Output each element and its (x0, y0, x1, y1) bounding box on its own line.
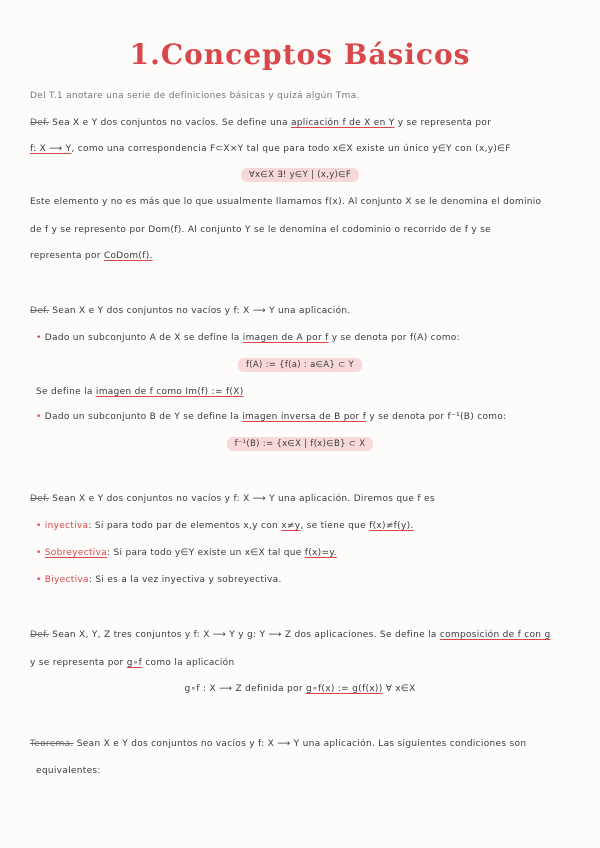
bullet-icon: • (36, 575, 42, 585)
def-tag: Def. (30, 630, 50, 640)
def3-text: Sean X e Y dos conjuntos no vacíos y f: X ⟶ Y una aplicación. Diremos que f es (52, 494, 435, 504)
def4-text-a: Sean X, Y, Z tres conjuntos y f: X ⟶ Y y g: Y ⟶ Z dos aplicaciones. Se define la (52, 630, 440, 640)
def1-text-a: Sea X e Y dos conjuntos no vacíos. Se define una (52, 118, 291, 128)
def4-gof: g∘f (126, 658, 143, 668)
inyectiva-t2: f(x)≠f(y). (369, 521, 414, 531)
teorema-line1 (30, 738, 570, 750)
biyectiva-a: : Si es a la vez inyectiva y sobreyectiva. (88, 575, 282, 585)
def2-line1 (30, 305, 570, 317)
page-title: 1.Conceptos Básicos (129, 38, 471, 71)
sobreyectiva-t: f(x)=y. (304, 548, 337, 558)
def2-formula2: f⁻¹(B) := {x∈X | f(x)∈B} ⊂ X (227, 437, 374, 451)
intro-text: Del T.1 anotare una serie de definiciones básicas y quizá algún Tma. (30, 91, 360, 101)
def3-inyectiva (36, 520, 570, 532)
def2-formula2-row (30, 437, 570, 451)
def2-b2-b: y se denota por f⁻¹(B) como: (366, 412, 507, 422)
def1-line6 (30, 250, 570, 262)
def1-text-b: y se representa por (394, 118, 492, 128)
def2-bullet1 (36, 332, 570, 344)
def1-formula-row (30, 168, 570, 182)
bullet-icon: • (36, 333, 42, 343)
def2-img-term: imagen de f como Im(f) := f(X) (95, 387, 244, 397)
bullet-icon: • (36, 521, 42, 531)
def2-text: Sean X e Y dos conjuntos no vacíos y f: X ⟶ Y una aplicación. (52, 306, 351, 316)
def1-line2-rest: , como una correspondencia F⊂X×Y tal que para todo x∈X existe un único y∈Y con (x,y)∈F (71, 144, 511, 154)
inyectiva-t1: x≠y (281, 521, 301, 531)
def2-bullet2 (36, 411, 570, 423)
def1-line6-a: representa por (30, 251, 104, 261)
teorema-text: Sean X e Y dos conjuntos no vacíos y f: X ⟶ Y una aplicación. Las siguientes condiciones son (76, 739, 527, 749)
def2-b1-a: Dado un subconjunto A de X se define la (44, 333, 243, 343)
def2-imagen-term: imagen de A por f (242, 333, 329, 343)
def4-line3 (30, 683, 570, 695)
inyectiva-b: , se tiene que (300, 521, 370, 531)
def4-composicion-term: composición de f con g (439, 630, 551, 640)
def4-line2 (30, 657, 570, 669)
bullet-icon: • (36, 412, 42, 422)
def4-l3-term: g∘f(x) := g(f(x)) (306, 684, 383, 694)
def2-b1-b: y se denota por f(A) como: (328, 333, 460, 343)
sobreyectiva-a: : Si para todo y∈Y existe un x∈X tal que (107, 548, 305, 558)
teorema-tag: Teorema. (30, 739, 74, 749)
teorema-line2: equivalentes: (36, 766, 101, 776)
inyectiva-label: inyectiva (44, 521, 89, 531)
def1-line5: de f y se represento por Dom(f). Al conjunto Y se le denomina el codominio o recorrido de f y se (30, 225, 492, 235)
def4-line1 (30, 629, 570, 641)
bullet-icon: • (36, 548, 42, 558)
def4-l3-b: ∀ x∈X (382, 684, 416, 694)
def1-notation: f: X ⟶ Y (30, 144, 72, 154)
sobreyectiva-label: Sobreyectiva (44, 548, 108, 558)
def2-formula1-row (30, 358, 570, 372)
def2-imagen-line (36, 386, 570, 398)
def1-line2 (30, 143, 570, 155)
def2-img-a: Se define la (36, 387, 96, 397)
def3-line1 (30, 493, 570, 505)
def1-formula: ∀x∈X ∃! y∈Y | (x,y)∈F (241, 168, 359, 182)
def4-l3-a: g∘f : X ⟶ Z definida por (184, 684, 307, 694)
def4-l2-a: y se representa por (30, 658, 127, 668)
def3-biyectiva (36, 574, 570, 586)
def-tag: Def. (30, 494, 50, 504)
biyectiva-label: Biyectiva (44, 575, 89, 585)
def3-sobreyectiva (36, 547, 570, 559)
def1-line4: Este elemento y no es más que lo que usualmente llamamos f(x). Al conjunto X se le denomina el dominio (30, 197, 542, 207)
def-tag: Def. (30, 118, 50, 128)
def-tag: Def. (30, 306, 50, 316)
def1-term-aplicacion: aplicación f de X en Y (290, 118, 395, 128)
def4-l2-b: como la aplicación (142, 658, 235, 668)
def2-b2-a: Dado un subconjunto B de Y se define la (44, 412, 243, 422)
def2-formula1: f(A) := {f(a) : a∈A} ⊂ Y (238, 358, 362, 372)
inyectiva-a: : Si para todo par de elementos x,y con (88, 521, 282, 531)
def1-line1 (30, 117, 570, 129)
def2-inversa-term: imagen inversa de B por f (242, 412, 367, 422)
def1-codom: CoDom(f). (103, 251, 153, 261)
